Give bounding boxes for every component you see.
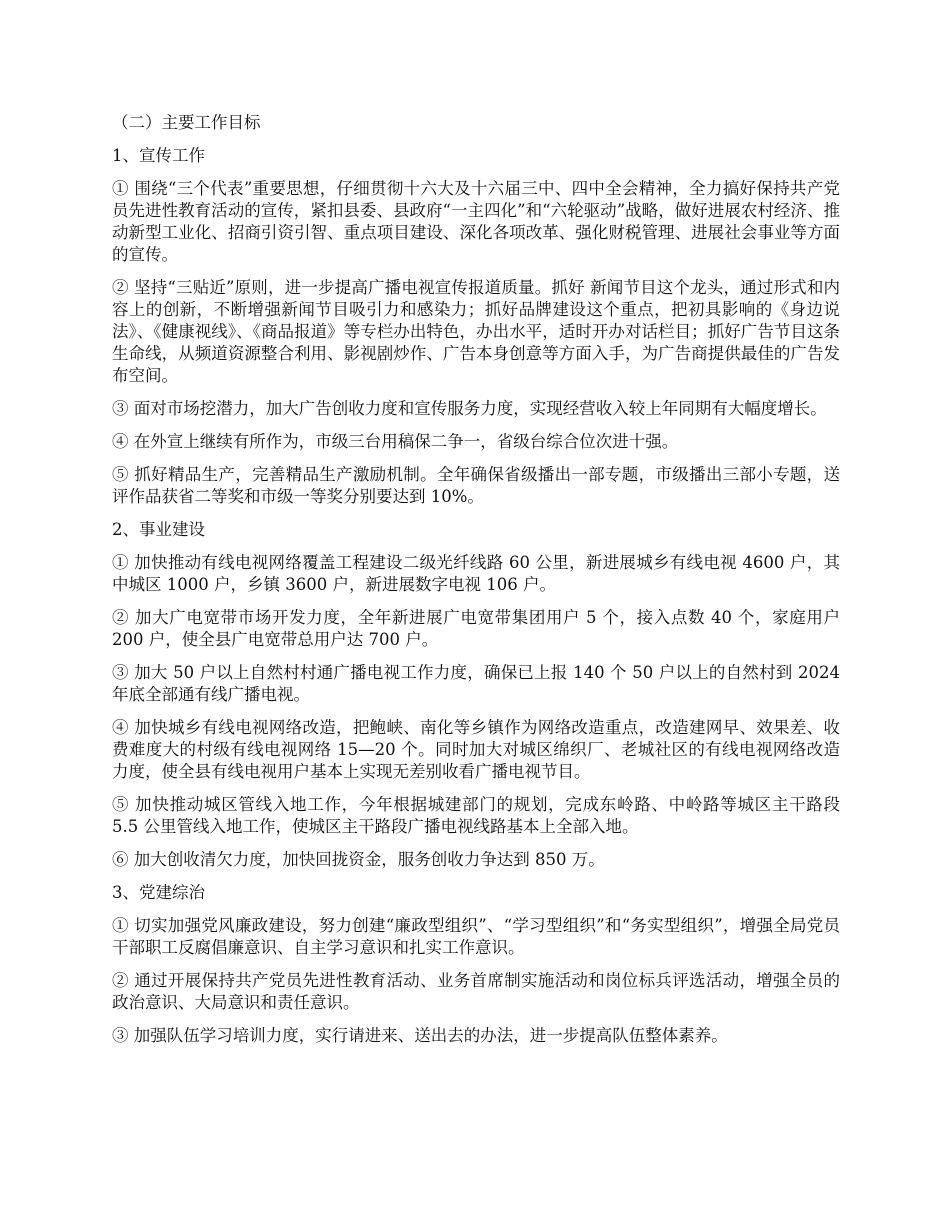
paragraph: ③ 加强队伍学习培训力度，实行请进来、送出去的办法，进一步提高队伍整体素养。: [112, 1026, 728, 1045]
paragraph: ① 围绕“三个代表”重要思想，仔细贯彻十六大及十六届三中、四中全会精神，全力搞好保持共产党员先进性教育活动的宣传，紧扣县委、县政府“一主四化”和“六轮驱动”战略，做好进展农村经济、推动新型工业化、招商引资引智、重点项目建设、深化各项改革、强化财税管理、进展社会事业等方面的宣传。: [112, 179, 840, 264]
subsection-heading-party: 3、党建综治: [112, 883, 205, 902]
paragraph: ② 通过开展保持共产党员先进性教育活动、业务首席制实施活动和岗位标兵评选活动，增强全员的政治意识、大局意识和责任意识。: [112, 971, 840, 1012]
paragraph: ② 加大广电宽带市场开发力度，全年新进展广电宽带集团用户 5 个，接入点数 40 个，家庭用户 200 户，使全县广电宽带总用户达 700 户。: [112, 608, 840, 649]
paragraph: ① 切实加强党风廉政建设，努力创建“廉政型组织”、“学习型组织”和“务实型组织”，增强全局党员干部职工反腐倡廉意识、自主学习意识和扎实工作意识。: [112, 916, 840, 957]
paragraph: ③ 面对市场挖潜力，加大广告创收力度和宣传服务力度，实现经营收入较上年同期有大幅度增长。: [112, 399, 827, 418]
paragraph: ④ 在外宣上继续有所作为，市级三台用稿保二争一，省级台综合位次进十强。: [112, 432, 679, 451]
paragraph: ② 坚持“三贴近”原则，进一步提高广播电视宣传报道质量。抓好 新闻节目这个龙头，通过形式和内容上的创新，不断增强新闻节目吸引力和感染力；抓好品牌建设这个重点，把初具影响的《身边说法》、《健康视线》、《商品报道》等专栏办出特色，办出水平，适时开办对话栏目；抓好广告节目这条生命线，从频道资源整合利用、影视剧炒作、广告本身创意等方面入手，为广告商提供最佳的广告发布空间。: [112, 278, 840, 385]
paragraph: ⑤ 加快推动城区管线入地工作，今年根据城建部门的规划，完成东岭路、中岭路等城区主干路段 5.5 公里管线入地工作，使城区主干路段广播电视线路基本上全部入地。: [112, 795, 840, 836]
paragraph: ④ 加快城乡有线电视网络改造，把鲍峡、南化等乡镇作为网络改造重点，改造建网早、效果差、收费难度大的村级有线电视网络 15—20 个。同时加大对城区绵织厂、老城社区的有线电视网络改造力度，使全县有线电视用户基本上实现无差别收看广播电视节目。: [112, 718, 840, 781]
paragraph: ③ 加大 50 户以上自然村村通广播电视工作力度，确保已上报 140 个 50 户以上的自然村到 2024 年底全部通有线广播电视。: [112, 663, 840, 704]
subsection-heading-publicity: 1、宣传工作: [112, 146, 205, 165]
section-heading: （二）主要工作目标: [112, 113, 261, 132]
paragraph: ⑤ 抓好精品生产，完善精品生产激励机制。全年确保省级播出一部专题，市级播出三部小专题，送评作品获省二等奖和市级一等奖分别要达到 10%。: [112, 465, 840, 506]
paragraph: ⑥ 加大创收清欠力度，加快回拢资金，服务创收力争达到 850 万。: [112, 850, 605, 869]
subsection-heading-construction: 2、事业建设: [112, 520, 205, 539]
paragraph: ① 加快推动有线电视网络覆盖工程建设二级光纤线路 60 公里，新进展城乡有线电视 4600 户，其中城区 1000 户，乡镇 3600 户，新进展数字电视 106 户。: [112, 553, 840, 594]
document-body: [112, 112, 840, 1058]
